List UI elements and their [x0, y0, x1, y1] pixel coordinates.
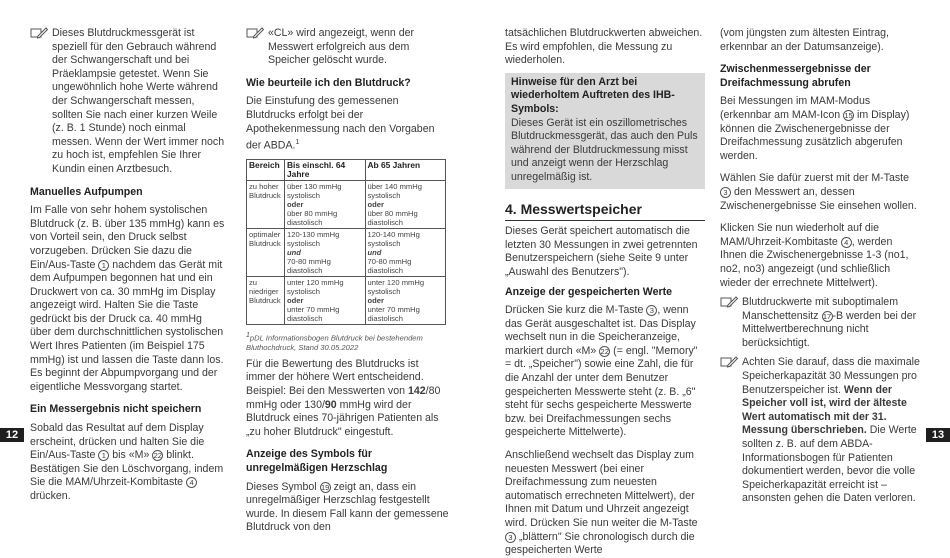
- symbol-ref-15: 15: [844, 110, 853, 120]
- intermediate-text: Bei Messungen im MAM-Modus (erkennbar am MAM-Icon 15 im Display) können die Zwischenergebnisse der Dreifachmessung zusätzlich abgerufen werden.: [720, 95, 910, 162]
- note-pregnancy: Dieses Blutdruckmessgerät ist speziell für den Gebrauch während der Schwangerschaft und bei Präeklampsie getestet. Wenn Sie ungewöhnlich hohe Werte während der Schwangerschaft messen, sollten Sie nach einer kurzen Weile (z. B. 1 Stunde) noch einmal messen. Wenn der Wert immer noch zu hoch ist, empfehlen Sie Ihrer Kundin einen Arztbesuch.: [30, 27, 225, 177]
- bp-classification-table: [246, 159, 446, 325]
- symbol-ref-22: 22: [600, 346, 609, 356]
- judge-text: Die Einstufung des gemessenen Blutdrucks erfolgt bei der Apothekenmessung nach den Vorgaben der ABDA.$^1$: [246, 95, 435, 152]
- table-row: zu niedriger Blutdruck unter 120 mmHg systolisch oder unter 70 mmHg diastolisch unter 120 mmHg systolisch oder unter 70 mmHg diastolisch: [247, 277, 446, 325]
- left-column-1: [30, 27, 225, 504]
- doctor-note-box: [505, 73, 705, 189]
- doctor-note-heading: Hinweise für den Arzt bei wiederholtem Auftreten des IHB-Symbols:: [511, 75, 675, 115]
- doctor-note-text: Dieses Gerät ist ein oszillometrisches Blutdruckmessgerät, das auch den Puls während der Blutdruckmessung misst und anzeigt wenn der Herzschlag unregelmäßig ist.: [511, 116, 698, 183]
- decisive-value-text: Für die Bewertung des Blutdrucks ist immer der höhere Wert entscheidend. Beispiel: Bei den Messwerten von 142/80 mmHg oder 130/90 mmHg wird der Blutdruck eines 70-jährigen Patienten als „zu hoher Blutdruck" eingestuft.: [246, 357, 441, 438]
- note-pencil-icon: [720, 296, 738, 308]
- symbol-ref-17: 17: [822, 311, 832, 321]
- right-column-1: [505, 27, 705, 558]
- button-ref-3: 3: [720, 187, 731, 198]
- button-ref-1: 1: [98, 260, 109, 271]
- table-row: zu hoher Blutdruck über 130 mmHg systolisch oder über 80 mmHg diastolisch über 140 mmHg systolisch oder über 80 mmHg diastolisch: [247, 181, 446, 229]
- browse-values-text: Anschließend wechselt das Display zum neuesten Messwert (bei einer Dreifachmessung zum neuesten automatisch errechneten Mittelwert), der Ihnen mit Datum und Uhrzeit angezeigt wird. Drücken Sie nun weiter die M-Taste 3 „blättern" Sie chronologisch durch die gespeicherten Werte: [505, 449, 698, 557]
- button-ref-1: 1: [98, 450, 109, 461]
- choose-text: Wählen Sie dafür zuerst mit der M-Taste 3 den Messwert an, dessen Zwischenergebnisse Sie einsehen wollen.: [720, 172, 917, 212]
- manual-inflation-text: Im Falle von sehr hohem systolischen Blutdruck (z. B. über 135 mmHg) kann es von Vorteil sein, den Druck selbst vorzugeben. Drücken Sie dazu die Ein/Aus-Taste 1 nachdem das Gerät mit dem Aufpumpen begonnen hat und ein Druckwert von ca. 30 mmHg im Display angezeigt wird. Halten Sie die Taste gedrückt bis der Druck ca. 40 mmHg über dem durchschnittlichen systolischen Wert Ihres Patienten (im Beispiel 175 mmHg) ist und lassen die Taste dann los. Es beginnt der Abpumpvorgang und der eigentliche Messvorgang startet.: [30, 204, 225, 393]
- footnote: $^1$pDL Informationsbogen Blutdruck bei bestehendem Bluthochdruck, Stand 30.05.2022: [246, 332, 423, 352]
- note-cuff: Blutdruckwerte mit suboptimalem Manschettensitz 17-B werden bei der Mittelwertberechnung nicht berücksichtigt.: [720, 296, 920, 350]
- button-ref-4: 4: [841, 237, 852, 248]
- heading-ihb: Anzeige des Symbols für unregelmäßigen Herzschlag: [246, 448, 388, 474]
- button-ref-3: 3: [505, 532, 516, 543]
- continued-text: (vom jüngsten zum ältesten Eintrag, erkennbar an der Datumsanzeige).: [720, 27, 889, 53]
- table-header: Bereich: [247, 160, 285, 181]
- heading-show-values: Anzeige der gespeicherten Werte: [505, 285, 673, 298]
- button-ref-4: 4: [186, 477, 197, 488]
- click-text: Klicken Sie nun wiederholt auf die MAM/Uhrzeit-Kombitaste 4 , werden Ihnen die Zwischenergebnisse 1-3 (no1, no2, no3) angezeigt (und schließlich wieder der errechnete Mittelwert).: [720, 222, 909, 289]
- heading-no-save: Ein Messergebnis nicht speichern: [30, 403, 202, 416]
- right-page: [475, 0, 950, 557]
- note-pencil-icon: [30, 27, 48, 39]
- memory-intro: Dieses Gerät speichert automatisch die letzten 30 Messungen in zwei getrennten Benutzerspeichern (siehe Seite 9 unter „Auswahl des Benutzers").: [505, 225, 698, 278]
- section-title-memory: 4. Messwertspeicher: [505, 203, 705, 222]
- show-values-text: Drücken Sie kurz die M-Taste 3 , wenn das Gerät ausgeschaltet ist. Das Display wechselt nun in die Speicheranzeige, markiert durch «M» 22 (= engl. "Memory" = dt. „Speicher") sowie eine Zahl, die für die Anzahl der unter dem Benutzer gespeicherten Messwerte steht (z. B. „6" steht für sechs gespeicherte Messwerte bzw. bei Dreifachmessungen sechs gespeicherte Mittelwerte).: [505, 304, 698, 439]
- no-save-text: Sobald das Resultat auf dem Display erscheint, drücken und halten Sie die Ein/Aus-Taste 1 bis «M» 22 blinkt. Bestätigen Sie den Löschvorgang, indem Sie die MAM/Uhrzeit-Kombitaste 4 drücken.: [30, 422, 224, 502]
- page-number-left: 12: [0, 428, 24, 442]
- page-number-right: 13: [926, 428, 950, 442]
- button-ref-3: 3: [646, 305, 657, 316]
- table-header: Bis einschl. 64 Jahre: [285, 160, 366, 181]
- ihb-text: Dieses Symbol 19 zeigt an, dass ein unregelmäßiger Herzschlag festgestellt wurde. In diesem Fall kann der gemessene Blutdruck von den: [246, 480, 449, 534]
- heading-judge-bp: Wie beurteile ich den Blutdruck?: [246, 76, 411, 89]
- left-column-2: [246, 27, 449, 535]
- note-cl: «CL» wird angezeigt, wenn der Messwert erfolgreich aus dem Speicher gelöscht wurde.: [246, 27, 449, 68]
- table-row: optimaler Blutdruck 120-130 mmHg systolisch und 70-80 mmHg diastolisch 120-140 mmHg systolisch und 70-80 mmHg diastolisch: [247, 229, 446, 277]
- right-column-2: [720, 27, 920, 506]
- left-page: [0, 0, 475, 534]
- note-capacity: Achten Sie darauf, dass die maximale Speicherkapazität 30 Messungen pro Benutzerspeicher ist. Wenn der Speicher voll ist, wird der älteste Wert automatisch mit der 31. Messung überschrieben. Die Werte sollten z. B. auf dem ABDA-Informationsbogen für Patienten dokumentiert werden, bevor die volle Speicherkapazität erreicht ist – ansonsten gehen die Daten verloren.: [720, 356, 920, 506]
- note-pencil-icon: [246, 27, 264, 39]
- table-header: Ab 65 Jahren: [365, 160, 446, 181]
- heading-manual-inflation: Manuelles Aufpumpen: [30, 185, 143, 198]
- symbol-ref-22: 22: [153, 451, 162, 461]
- continued-text: tatsächlichen Blutdruckwerten abweichen. Es wird empfohlen, die Messung zu wiederholen.: [505, 27, 703, 67]
- note-pencil-icon: [720, 356, 738, 368]
- symbol-ref-19: 19: [320, 482, 330, 492]
- heading-intermediate-results: Zwischenmessergebnisse der Dreifachmessung abrufen: [720, 63, 871, 89]
